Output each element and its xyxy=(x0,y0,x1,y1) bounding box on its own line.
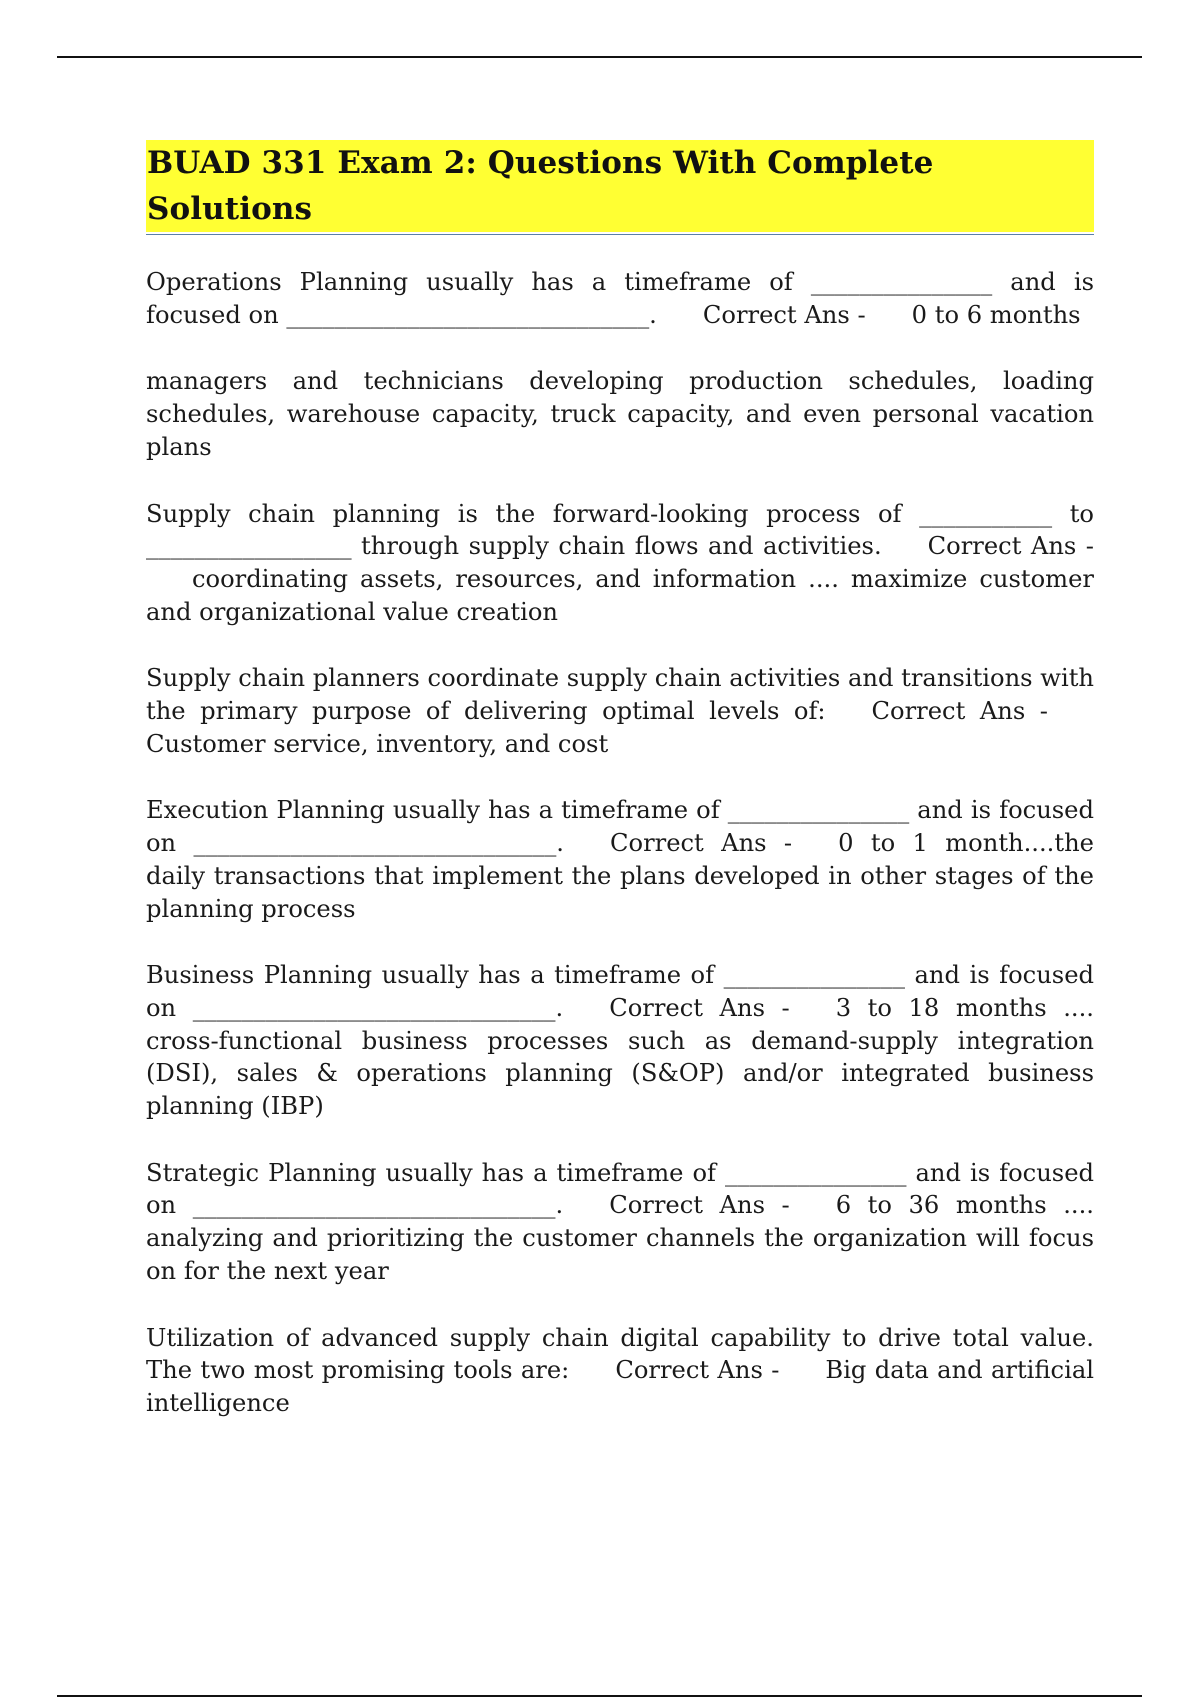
answer-text: Big data and artificial intelligence xyxy=(146,1356,1094,1417)
qa-item-6 xyxy=(146,959,1094,1123)
answer-label: Correct Ans - xyxy=(927,532,1094,561)
answer-text: 0 to 1 month....the daily transactions that implement the plans developed in other stages of the planning process xyxy=(146,829,1094,923)
question-text: Supply chain planners coordinate supply chain activities and transitions with the primary purpose of delivering optimal levels of: xyxy=(146,664,1095,726)
answer-text: 3 to 18 months .... cross-functional business processes such as demand-supply integration (DSI), sales & operations planning (S&OP) and/or integrated business planning (IBP) xyxy=(146,993,1094,1121)
question-text: Strategic Planning usually has a timeframe of _______________ and is focused on ______________________________. xyxy=(146,1158,1094,1220)
answer-text: managers and technicians developing production schedules, loading schedules, warehouse capacity, truck capacity, and even personal vacation plans xyxy=(146,367,1094,461)
qa-item-8 xyxy=(146,1322,1094,1420)
qa-item-4 xyxy=(146,662,1094,760)
answer-label: Correct Ans - xyxy=(610,829,793,858)
question-text: Business Planning usually has a timeframe of _______________ and is focused on ______________________________. xyxy=(146,961,1094,1022)
qa-item-2 xyxy=(146,365,1094,463)
answer-label: Correct Ans - xyxy=(615,1356,780,1385)
qa-item-7 xyxy=(146,1157,1094,1288)
answer-text: 0 to 6 months xyxy=(911,300,1081,329)
qa-item-3 xyxy=(146,498,1094,629)
answer-text: 6 to 36 months .... analyzing and prioritizing the customer channels the organization will focus on for the next year xyxy=(146,1191,1094,1285)
page-bottom-rule xyxy=(57,1695,1142,1697)
page-title: BUAD 331 Exam 2: Questions With Complete Solutions xyxy=(146,140,1094,232)
question-text: Execution Planning usually has a timeframe of _______________ and is focused on ______________________________. xyxy=(146,796,1094,858)
page-top-rule xyxy=(57,56,1142,58)
answer-text: coordinating assets, resources, and information .... maximize customer and organizational value creation xyxy=(146,564,1094,626)
qa-item-5 xyxy=(146,794,1094,925)
document-body xyxy=(146,140,1094,1454)
answer-label: Correct Ans - xyxy=(609,1191,790,1220)
qa-item-1 xyxy=(146,266,1094,331)
answer-label: Correct Ans - xyxy=(609,993,790,1022)
answer-text: Customer service, inventory, and cost xyxy=(146,729,609,758)
answer-label: Correct Ans - xyxy=(702,300,866,329)
answer-label: Correct Ans - xyxy=(871,697,1048,726)
question-text: Supply chain planning is the forward-looking process of ___________ to _________________ through supply chain flows and activities. xyxy=(146,499,1094,561)
question-text: Operations Planning usually has a timeframe of _______________ and is focused on ______________________________. xyxy=(146,268,1094,329)
question-text: Utilization of advanced supply chain digital capability to drive total value. The two most promising tools are: xyxy=(146,1323,1094,1385)
title-block xyxy=(146,140,1094,235)
